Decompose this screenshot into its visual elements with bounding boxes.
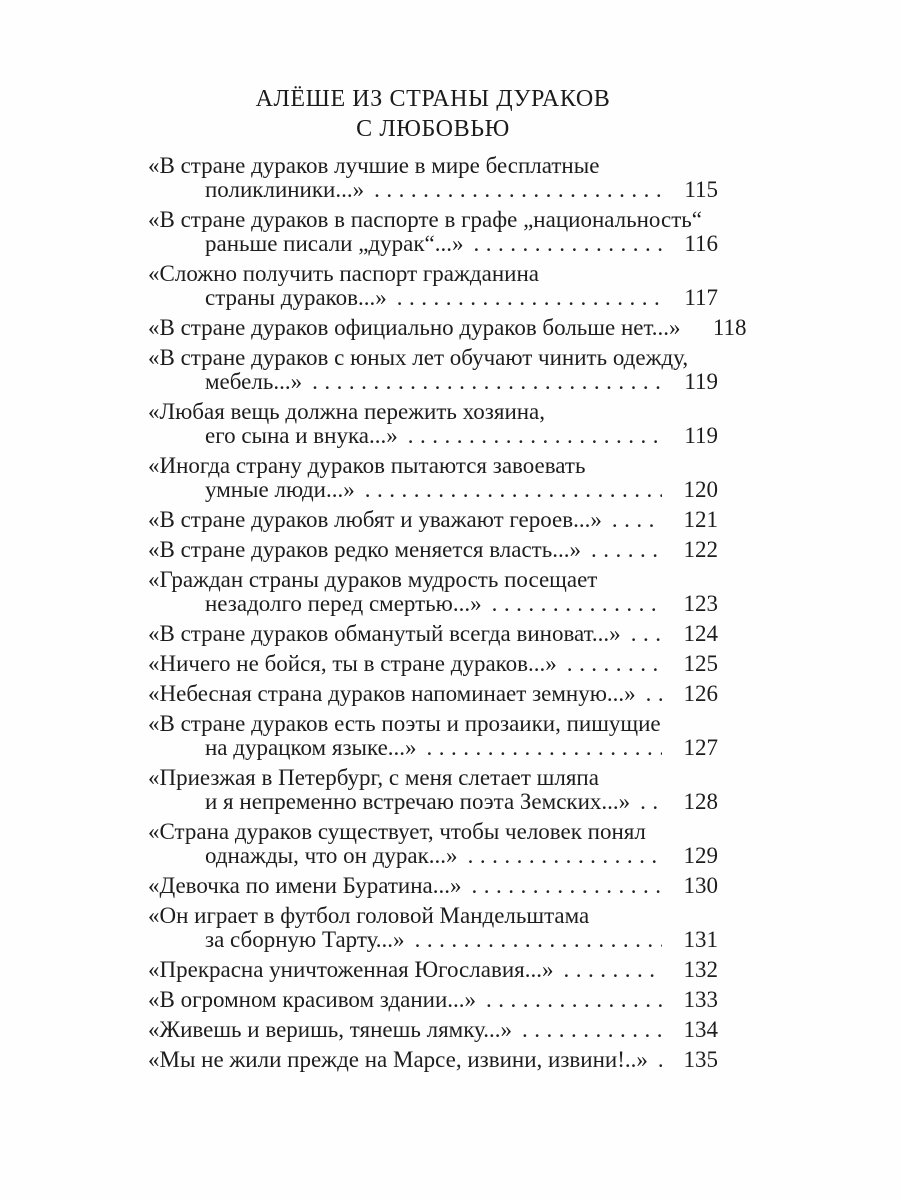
- entry-last-line-text: на дурацком языке...»: [205, 735, 417, 760]
- entry-last-line-text: «В стране дураков официально дураков больше нет...»: [148, 315, 681, 340]
- page-number: 115: [684, 177, 718, 202]
- dot-leader: [591, 538, 662, 562]
- entry-last-line-text: «В огромном красивом здании...»: [148, 987, 477, 1012]
- page-number: 125: [683, 651, 718, 676]
- page-number: 127: [683, 735, 718, 760]
- page-number: 135: [683, 1047, 718, 1072]
- dot-leader: [646, 682, 662, 706]
- entry-last-line: [148, 988, 718, 1012]
- page-number: 122: [683, 537, 718, 562]
- dot-leader: [658, 1048, 662, 1072]
- toc-entry: [148, 1018, 718, 1042]
- page-number: 123: [683, 591, 718, 616]
- entry-last-line-text: его сына и внука...»: [205, 423, 398, 448]
- toc-entry: [148, 652, 718, 676]
- dot-leader: [563, 958, 662, 982]
- entry-last-line: [148, 622, 718, 646]
- toc-entry: [148, 400, 718, 448]
- entry-last-line-text: раньше писали „дурак“...»: [205, 231, 464, 256]
- toc-entry: [148, 538, 718, 562]
- entry-last-line-text: страны дураков...»: [205, 285, 387, 310]
- entry-last-line: [148, 844, 718, 868]
- entry-first-line: «Сложно получить паспорт гражданина: [148, 261, 539, 286]
- toc-entry: [148, 682, 718, 706]
- toc-entry: [148, 262, 718, 310]
- entry-last-line-text: «Небесная страна дураков напоминает земную...»: [148, 681, 636, 706]
- entry-last-line-text: умные люди...»: [205, 477, 355, 502]
- page-number: 120: [683, 477, 718, 502]
- entry-last-line: [148, 232, 718, 256]
- entry-last-line: [148, 315, 747, 340]
- entry-last-line: [148, 928, 718, 952]
- entry-last-line: [148, 508, 718, 532]
- entry-first-line: «Иногда страну дураков пытаются завоевать: [148, 453, 586, 478]
- entry-last-line: [148, 424, 718, 448]
- entry-last-line: [148, 1018, 718, 1042]
- page-number: 133: [683, 987, 718, 1012]
- entry-last-line: [148, 1048, 718, 1072]
- dot-leader: [468, 844, 662, 868]
- entry-last-line: [148, 592, 718, 616]
- dot-leader: [312, 370, 662, 394]
- entry-last-line-text: «Девочка по имени Буратина...»: [148, 873, 462, 898]
- entry-last-line-text: «Живешь и веришь, тянешь лямку...»: [148, 1017, 513, 1042]
- dot-leader: [427, 736, 662, 760]
- toc-content: [148, 84, 747, 1072]
- entry-last-line: [148, 478, 718, 502]
- entry-last-line: [148, 178, 718, 202]
- entry-first-line: «Граждан страны дураков мудрость посещает: [148, 567, 598, 592]
- entry-last-line-text: за сборную Тарту...»: [205, 927, 405, 952]
- toc-entry: [148, 766, 718, 814]
- dot-leader: [631, 622, 662, 646]
- entry-last-line-text: и я непременно встречаю поэта Земских...»: [205, 789, 631, 814]
- entry-first-line: «В стране дураков лучшие в мире бесплатные: [148, 153, 600, 178]
- toc-entry: [148, 568, 718, 616]
- dot-leader: [522, 1018, 662, 1042]
- toc-entry: [148, 154, 718, 202]
- page-number: 134: [683, 1017, 718, 1042]
- toc-entry: [148, 454, 718, 502]
- page-number: 119: [684, 423, 718, 448]
- entry-last-line: [148, 874, 718, 898]
- dot-leader: [415, 928, 662, 952]
- entry-last-line: [148, 958, 718, 982]
- entry-last-line: [148, 736, 718, 760]
- toc-entry: [148, 904, 718, 952]
- page-number: 129: [683, 843, 718, 868]
- page-number: 118: [712, 315, 747, 340]
- page-number: 117: [684, 285, 718, 310]
- toc-entry: [148, 820, 718, 868]
- dot-leader: [612, 508, 662, 532]
- dot-leader: [567, 652, 662, 676]
- entry-first-line: «В стране дураков есть поэты и прозаики, пишущие: [148, 711, 661, 736]
- entry-last-line: [148, 682, 718, 706]
- toc-entry: [148, 988, 718, 1012]
- entry-last-line-text: мебель...»: [205, 369, 303, 394]
- page-number: 130: [683, 873, 718, 898]
- section-title: [148, 84, 718, 144]
- entry-last-line-text: однажды, что он дурак...»: [205, 843, 458, 868]
- entry-last-line: [148, 652, 718, 676]
- toc-entry: [148, 1048, 718, 1072]
- entry-last-line-text: «В стране дураков обманутый всегда виноват...»: [148, 621, 621, 646]
- entry-last-line-text: «Ничего не бойся, ты в стране дураков...»: [148, 651, 557, 676]
- toc-entry: [148, 712, 718, 760]
- toc-entry: [148, 346, 718, 394]
- entry-last-line-text: «В стране дураков любят и уважают героев...»: [148, 507, 602, 532]
- dot-leader: [365, 478, 662, 502]
- dot-leader: [374, 178, 662, 202]
- entry-last-line-text: поликлиники...»: [205, 177, 365, 202]
- entry-last-line-text: «Мы не жили прежде на Марсе, извини, извини!..»: [148, 1047, 648, 1072]
- dot-leader: [408, 424, 662, 448]
- page-number: 131: [683, 927, 718, 952]
- entry-last-line-text: «Прекрасна уничтоженная Югославия...»: [148, 957, 554, 982]
- dot-leader: [640, 790, 662, 814]
- page-number: 128: [683, 789, 718, 814]
- page-number: 119: [684, 369, 718, 394]
- dot-leader: [397, 286, 662, 310]
- entry-last-line: [148, 286, 718, 310]
- entry-last-line: [148, 538, 718, 562]
- section-title-line1: АЛЁШЕ ИЗ СТРАНЫ ДУРАКОВ: [255, 86, 611, 112]
- entry-last-line: [148, 790, 718, 814]
- page-number: 132: [683, 957, 718, 982]
- dot-leader: [473, 232, 662, 256]
- dot-leader: [492, 592, 662, 616]
- section-title-line2: С ЛЮБОВЬЮ: [356, 116, 510, 142]
- toc-entry: [148, 874, 718, 898]
- page-number: 124: [683, 621, 718, 646]
- entry-first-line: «В стране дураков с юных лет обучают чинить одежду,: [148, 345, 689, 370]
- entry-first-line: «Он играет в футбол головой Мандельштама: [148, 903, 590, 928]
- dot-leader: [486, 988, 662, 1012]
- entry-first-line: «Любая вещь должна пережить хозяина,: [148, 399, 546, 424]
- toc-entry: [148, 315, 747, 340]
- toc-entry: [148, 622, 718, 646]
- entry-last-line-text: незадолго перед смертью...»: [205, 591, 482, 616]
- entry-last-line-text: «В стране дураков редко меняется власть...»: [148, 537, 581, 562]
- entry-first-line: «Страна дураков существует, чтобы человек понял: [148, 819, 646, 844]
- entry-first-line: «Приезжая в Петербург, с меня слетает шляпа: [148, 765, 599, 790]
- page-number: 121: [683, 507, 718, 532]
- entry-last-line: [148, 370, 718, 394]
- entry-first-line: «В стране дураков в паспорте в графе „национальность“: [148, 207, 702, 232]
- toc-list: [148, 153, 747, 1072]
- dot-leader: [472, 874, 662, 898]
- page-number: 116: [684, 231, 718, 256]
- toc-entry: [148, 508, 718, 532]
- page-number: 126: [683, 681, 718, 706]
- toc-entry: [148, 958, 718, 982]
- toc-entry: [148, 208, 718, 256]
